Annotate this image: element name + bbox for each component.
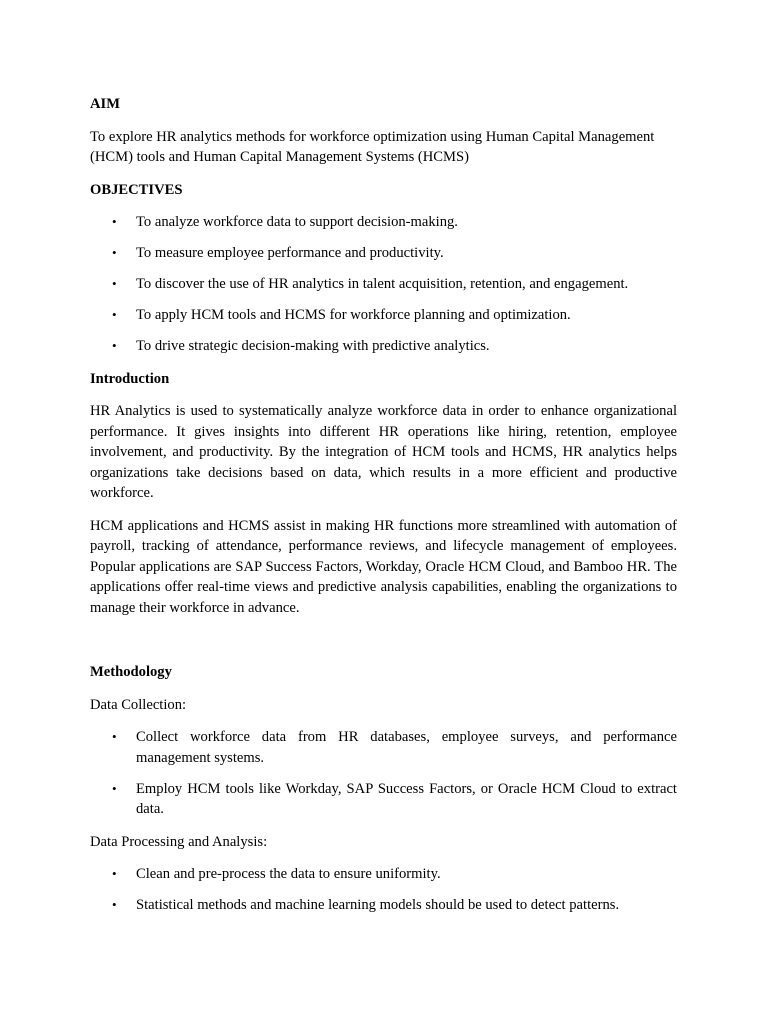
bullet-icon: • [112, 897, 117, 912]
introduction-heading: Introduction [90, 370, 170, 387]
bullet-icon: • [112, 276, 117, 291]
list-item-text: Employ HCM tools like Workday, SAP Success Factors, or Oracle HCM Cloud to extract data. [136, 780, 677, 817]
list-item-text: To discover the use of HR analytics in talent acquisition, retention, and engagement. [136, 276, 629, 292]
list-item [90, 243, 677, 264]
bullet-icon: • [112, 866, 117, 881]
list-item [90, 727, 677, 768]
list-item-text: Collect workforce data from HR databases, employee surveys, and performance management systems. [136, 729, 677, 766]
list-item-text: Statistical methods and machine learning models should be used to detect patterns. [136, 897, 620, 913]
introduction-paragraph: HCM applications and HCMS assist in making HR functions more streamlined with automation of payroll, tracking of attendance, performance reviews, and lifecycle management of employees. Popular applications are SAP Success Factors, Workday, Oracle HCM Cloud, and Bamboo HR. The applications offer real-time views and predictive analysis capabilities, enabling the organizations to manage their workforce in advance. [90, 517, 677, 616]
list-item-text: To drive strategic decision-making with predictive analytics. [136, 338, 490, 354]
data-collection-label: Data Collection: [90, 696, 187, 713]
list-item [90, 864, 677, 885]
data-processing-list [90, 864, 677, 916]
list-item-text: To analyze workforce data to support decision-making. [136, 214, 458, 230]
list-item [90, 779, 677, 820]
aim-text: To explore HR analytics methods for workforce optimization using Human Capital Management (HCM) tools and Human Capital Management Systems (HCMS) [90, 128, 655, 165]
bullet-icon: • [112, 245, 117, 260]
bullet-icon: • [112, 729, 117, 744]
list-item [90, 895, 677, 916]
data-collection-list [90, 727, 677, 820]
methodology-heading: Methodology [90, 664, 172, 680]
list-item-text: Clean and pre-process the data to ensure uniformity. [136, 866, 441, 882]
list-item-text: To measure employee performance and productivity. [136, 245, 444, 261]
bullet-icon: • [112, 780, 117, 796]
bullet-icon: • [112, 307, 117, 322]
bullet-icon: • [112, 214, 117, 229]
aim-heading: AIM [90, 96, 120, 112]
introduction-paragraph: HR Analytics is used to systematically analyze workforce data in order to enhance organizational performance. It gives insights into different HR operations like hiring, retention, employee involvement, and productivity. By the integration of HCM tools and HCMS, HR analytics helps organizations take decisions based on data, which results in a more efficient and productive workforce. [90, 403, 677, 501]
list-item [90, 212, 677, 233]
data-processing-label: Data Processing and Analysis: [90, 833, 268, 850]
list-item [90, 274, 677, 295]
list-item-text: To apply HCM tools and HCMS for workforce planning and optimization. [136, 307, 571, 323]
list-item [90, 336, 677, 357]
bullet-icon: • [112, 338, 117, 353]
objectives-heading: OBJECTIVES [90, 181, 183, 198]
blank-line [90, 630, 677, 662]
list-item [90, 305, 677, 326]
objectives-list [90, 212, 677, 357]
